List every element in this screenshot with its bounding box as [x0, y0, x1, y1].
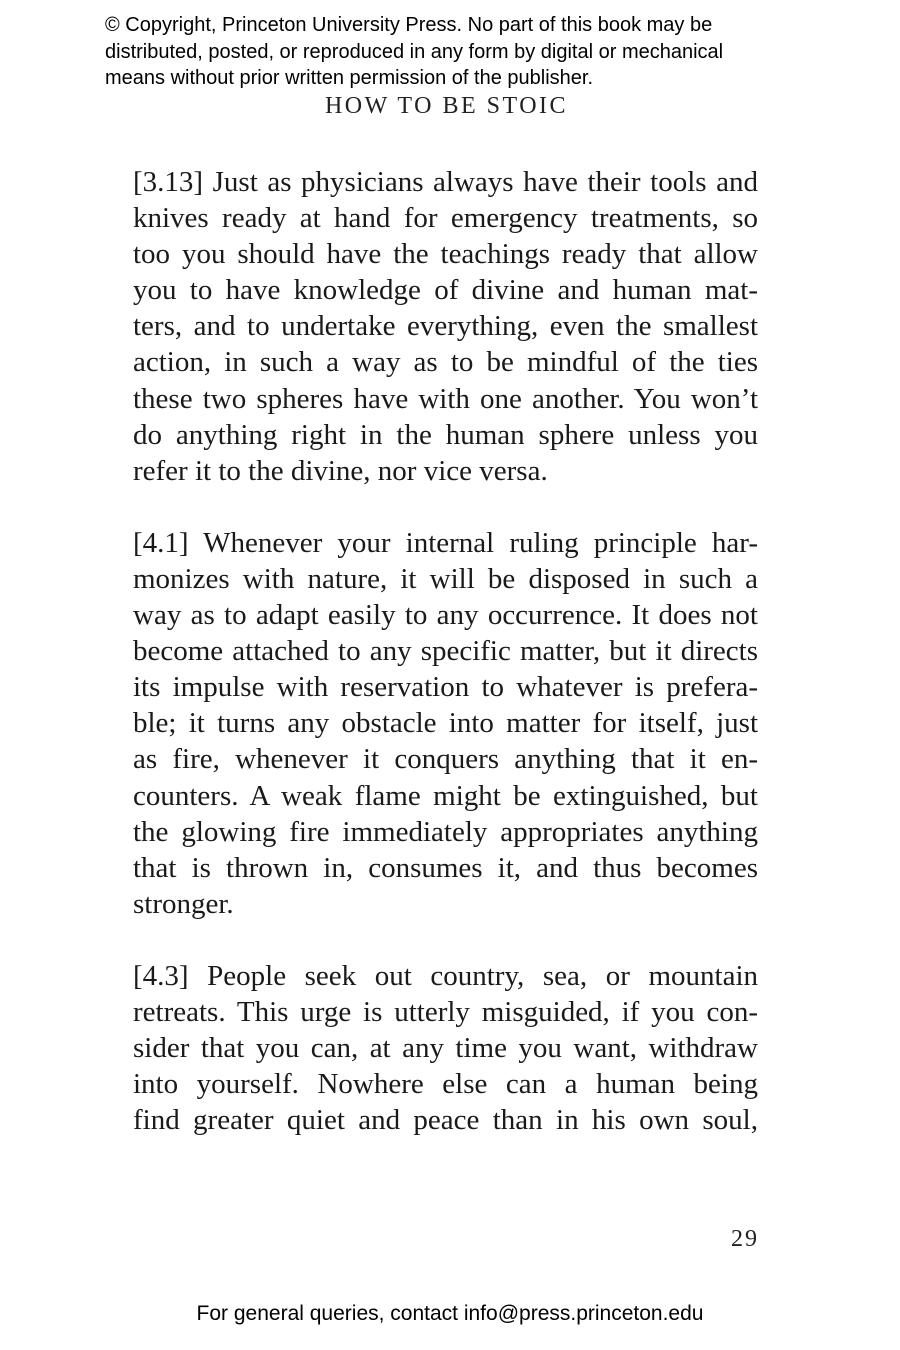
text-line: [3.13] Just as physicians always have their tools and	[133, 166, 758, 198]
footer-contact: For general queries, contact info@press.princeton.edu	[196, 1302, 704, 1325]
copyright-line: © Copyright, Princeton University Press. No part of this book may be	[105, 14, 713, 36]
text-line: counters. A weak flame might be extinguished, but	[133, 779, 758, 812]
page-number: 29	[731, 1226, 759, 1252]
paragraph-3-13	[133, 164, 758, 489]
text-line: become attached to any specific matter, but it directs	[133, 635, 758, 668]
text-line: find greater quiet and peace than in his own soul,	[133, 1104, 758, 1137]
text-line: that is thrown in, consumes it, and thus becomes	[133, 851, 758, 884]
text-line: ters, and to undertake everything, even the smallest	[133, 310, 758, 343]
copyright-notice	[105, 12, 805, 92]
paragraph-4-3	[133, 958, 758, 1138]
text-line: the glowing fire immediately appropriates anything	[133, 815, 758, 848]
text-line: its impulse with reservation to whatever is prefera-	[133, 671, 758, 704]
text-line: these two spheres have with one another. You won’t	[133, 382, 758, 415]
text-line: you to have knowledge of divine and human mat-	[133, 274, 758, 307]
text-line: sider that you can, at any time you want, withdraw	[133, 1032, 758, 1065]
text-line: action, in such a way as to be mindful of the ties	[133, 346, 758, 379]
text-line: retreats. This urge is utterly misguided, if you con-	[133, 995, 758, 1028]
copyright-line: distributed, posted, or reproduced in any form by digital or mechanical	[105, 40, 724, 63]
body-text	[133, 164, 758, 1174]
text-line: knives ready at hand for emergency treatments, so	[133, 202, 758, 235]
text-line: [4.1] Whenever your internal ruling principle har-	[133, 526, 758, 559]
text-line: way as to adapt easily to any occurrence. It does not	[133, 599, 758, 632]
text-line: monizes with nature, it will be disposed in such a	[133, 562, 758, 595]
running-head: HOW TO BE STOIC	[324, 93, 569, 119]
text-line: ble; it turns any obstacle into matter for itself, just	[133, 707, 758, 740]
text-line: stronger.	[133, 887, 234, 920]
text-line: refer it to the divine, nor vice versa.	[133, 454, 548, 487]
paragraph-4-1	[133, 525, 758, 922]
text-line: too you should have the teachings ready that allow	[133, 238, 758, 271]
text-line: [4.3] People seek out country, sea, or mountain	[133, 959, 758, 992]
copyright-line: means without prior written permission of the publisher.	[105, 67, 594, 89]
text-line: into yourself. Nowhere else can a human being	[133, 1068, 758, 1101]
text-line: as fire, whenever it conquers anything that it en-	[133, 743, 758, 776]
text-line: do anything right in the human sphere unless you	[133, 418, 758, 451]
